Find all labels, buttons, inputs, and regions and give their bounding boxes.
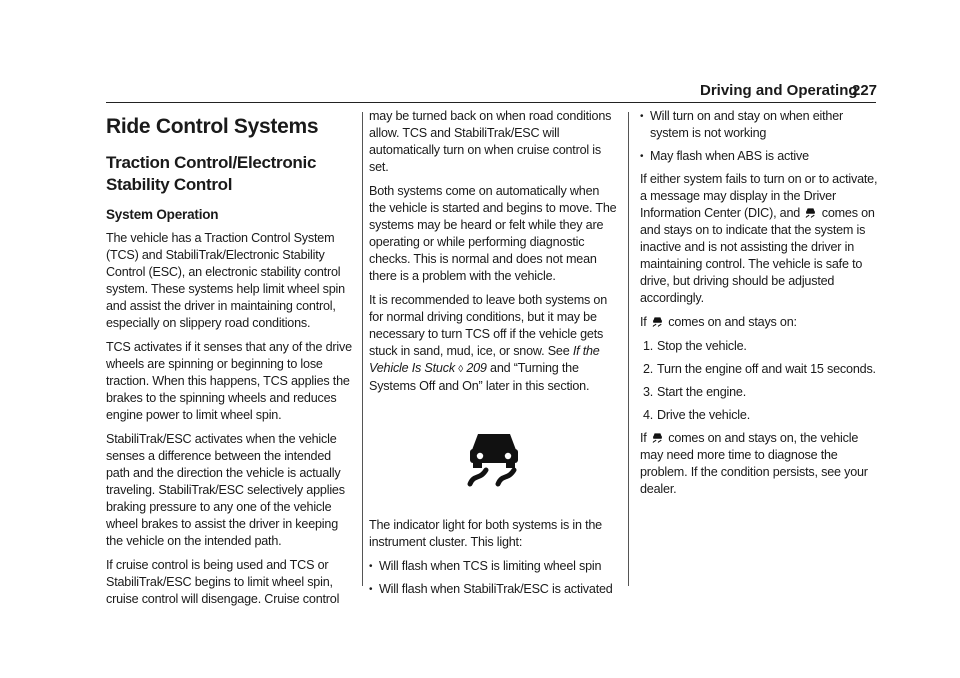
paragraph-text: It is recommended to leave both systems on for normal driving conditions, but it may be necessary to turn TCS off if the vehicle gets stuck in sand, mud, ice, or snow. See <box>369 293 607 358</box>
page-number: 227 <box>852 82 878 99</box>
step-number: 3. <box>643 385 654 399</box>
list-item-text: Will flash when StabiliTrak/ESC is activated <box>379 582 613 596</box>
traction-control-indicator-icon <box>805 207 816 219</box>
list-item-text: Will turn on and stay on when either system is not working <box>650 109 844 140</box>
list-item <box>640 361 884 378</box>
list-item <box>640 148 884 165</box>
list-item <box>640 384 884 401</box>
step-text: Start the engine. <box>657 385 747 399</box>
step-number: 2. <box>643 362 654 376</box>
list-item-text: May flash when ABS is active <box>650 149 809 163</box>
list-item <box>369 581 619 598</box>
list-item <box>640 338 884 355</box>
column-1 <box>106 108 356 615</box>
section-title: Ride Control Systems <box>106 115 319 138</box>
paragraph: TCS activates if it senses that any of the drive wheels are spinning or beginning to lose traction. When this happens, TCS applies the brakes to the spinning wheels and reduces engine power to limit wheel spin. <box>106 340 352 422</box>
paragraph: Both systems come on automatically when the vehicle is started and begins to move. The systems may be heard or felt while they are operating or while performing diagnostic checks. This is normal and does not mean there is a problem with the vehicle. <box>369 184 617 283</box>
traction-control-indicator-icon <box>652 432 663 444</box>
step-text: Stop the vehicle. <box>657 339 747 353</box>
subsection-title-line2: Stability Control <box>106 175 233 194</box>
paragraph: The vehicle has a Traction Control System (TCS) and StabiliTrak/Electronic Stability Control (ESC), an electronic stability control system. These systems help limit wheel spin and assist the driver in maintaining control, especially on slippery road conditions. <box>106 231 345 330</box>
bullet-icon: • <box>640 151 644 162</box>
paragraph-text: If either system fails to turn on or to activate, a message may display in the Driver Information Center (DIC), and <box>640 172 878 220</box>
step-text: Turn the engine off and wait 15 seconds. <box>657 362 876 376</box>
list-item <box>369 558 619 575</box>
column-3 <box>640 108 884 505</box>
list-item-text: Will flash when TCS is limiting wheel spin <box>379 559 602 573</box>
list-item <box>640 407 884 424</box>
traction-control-indicator-icon <box>652 316 663 328</box>
paragraph-text: comes on and stays on: <box>668 315 797 329</box>
subsection-title-line1: Traction Control/Electronic <box>106 153 317 172</box>
paragraph <box>369 292 619 395</box>
running-header-section: Driving and Operating <box>700 82 858 99</box>
cross-reference-link[interactable]: If the Vehicle Is Stuck <box>369 344 600 375</box>
bullet-icon: • <box>640 111 644 122</box>
column-divider-1 <box>362 112 363 586</box>
subsection-title <box>106 152 356 196</box>
column-divider-2 <box>628 112 629 586</box>
bullet-icon: • <box>369 584 373 595</box>
subheading-system-operation: System Operation <box>106 207 219 222</box>
list-item <box>640 108 884 142</box>
step-number: 4. <box>643 408 654 422</box>
paragraph <box>640 430 884 498</box>
paragraph: may be turned back on when road conditions allow. TCS and StabiliTrak/ESC will automatically turn on when cruise control is set. <box>369 109 612 174</box>
traction-control-indicator-icon <box>464 430 524 488</box>
header-rule <box>106 102 876 103</box>
step-number: 1. <box>643 339 654 353</box>
column-2 <box>369 108 619 604</box>
paragraph-text: comes on and stays on, the vehicle may need more time to diagnose the problem. If the condition persists, see your dealer. <box>640 431 868 496</box>
indicator-illustration <box>369 409 619 509</box>
bullet-icon: • <box>369 561 373 572</box>
paragraph-text: comes on and stays on to indicate that the system is inactive and is not assisting the driver in maintaining control. The vehicle is safe to drive, but driving should be adjusted accordingly. <box>640 206 875 305</box>
step-text: Drive the vehicle. <box>657 408 750 422</box>
paragraph-text: and “Turning the Systems Off and On” later in this section. <box>369 361 590 393</box>
cross-reference-page[interactable]: 209 <box>466 361 487 375</box>
paragraph: StabiliTrak/ESC activates when the vehicle senses a difference between the intended path and the direction the vehicle is actually traveling. StabiliTrak/ESC selectively applies braking pressure to any one of the vehicle wheel brakes to assist the driver in keeping the vehicle on the intended path. <box>106 432 345 548</box>
paragraph: The indicator light for both systems is in the instrument cluster. This light: <box>369 518 602 549</box>
paragraph-text: If <box>640 315 647 329</box>
paragraph-text: If <box>640 431 647 445</box>
paragraph: If cruise control is being used and TCS or StabiliTrak/ESC begins to limit wheel spin, cruise control will disengage. Cruise control <box>106 558 340 606</box>
paragraph <box>640 171 884 307</box>
page-ref-arrow-icon: ◊ <box>458 364 463 375</box>
paragraph <box>640 314 884 331</box>
